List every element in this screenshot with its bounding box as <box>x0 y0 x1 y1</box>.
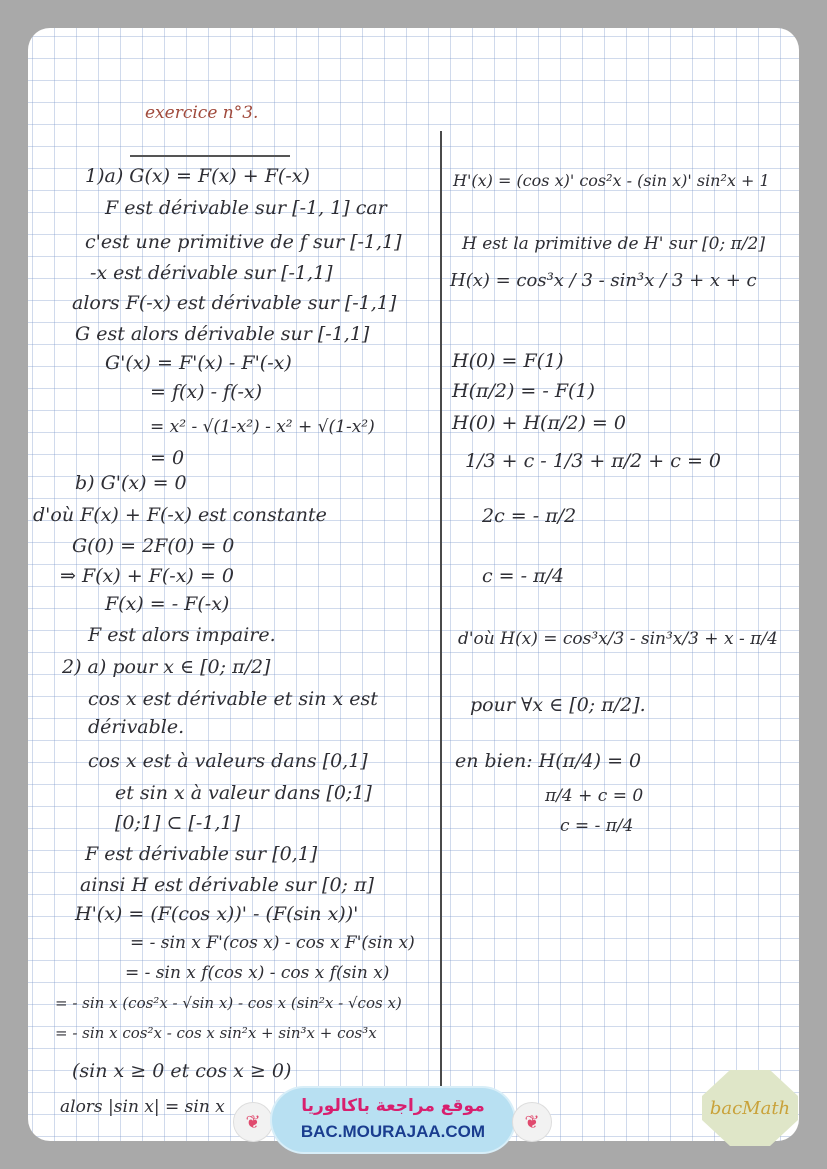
left-line: 2) a) pour x ∈ [0; π/2] <box>62 656 271 678</box>
right-line: 1/3 + c - 1/3 + π/2 + c = 0 <box>465 450 721 472</box>
left-line: F est alors impaire. <box>88 624 276 646</box>
left-line: = - sin x (cos²x - √sin x) - cos x (sin²x - √cos x) <box>55 994 402 1012</box>
left-line: G'(x) = F'(x) - F'(-x) <box>105 352 292 374</box>
left-line: G(0) = 2F(0) = 0 <box>72 535 235 557</box>
left-line: F(x) = - F(-x) <box>105 593 230 615</box>
left-line: cos x est à valeurs dans [0,1] <box>88 750 368 772</box>
left-line: cos x est dérivable et sin x est <box>88 688 378 710</box>
left-line: ainsi H est dérivable sur [0; π] <box>80 874 374 896</box>
logo-text: bacMath <box>709 1098 791 1119</box>
left-line: = 0 <box>150 447 185 469</box>
right-line: H(0) + H(π/2) = 0 <box>452 412 626 434</box>
column-divider <box>440 131 442 1141</box>
left-line: alors F(-x) est dérivable sur [-1,1] <box>72 292 397 314</box>
left-line: c'est une primitive de f sur [-1,1] <box>85 231 402 253</box>
left-line: et sin x à valeur dans [0;1] <box>115 782 372 804</box>
left-line: ⇒ F(x) + F(-x) = 0 <box>60 565 234 587</box>
left-line: 1)a) G(x) = F(x) + F(-x) <box>85 165 310 187</box>
exercise-title: exercice n°3. <box>145 103 259 123</box>
left-line: F est dérivable sur [-1, 1] car <box>105 197 387 219</box>
left-line: = - sin x F'(cos x) - cos x F'(sin x) <box>130 933 415 953</box>
right-line: c = - π/4 <box>560 816 634 836</box>
left-line: H'(x) = (F(cos x))' - (F(sin x))' <box>75 903 359 925</box>
left-line: dérivable. <box>88 716 185 738</box>
left-line: = - sin x cos²x - cos x sin²x + sin³x + cos³x <box>55 1024 377 1042</box>
left-line: = - sin x f(cos x) - cos x f(sin x) <box>125 963 390 983</box>
bacmath-logo <box>700 1068 800 1148</box>
right-line: H(0) = F(1) <box>452 350 564 372</box>
right-line: H(π/2) = - F(1) <box>452 380 595 402</box>
right-line: d'où H(x) = cos³x/3 - sin³x/3 + x - π/4 <box>458 629 778 649</box>
right-line: H'(x) = (cos x)' cos²x - (sin x)' sin²x + 1 <box>453 171 770 190</box>
watermark-url: BAC.MOURAJAA.COM <box>300 1122 486 1141</box>
right-line: en bien: H(π/4) = 0 <box>455 750 642 772</box>
left-line: [0;1] ⊂ [-1,1] <box>115 812 240 834</box>
right-line: 2c = - π/2 <box>482 505 577 527</box>
left-line: d'où F(x) + F(-x) est constante <box>33 504 327 526</box>
right-line: H est la primitive de H' sur [0; π/2] <box>462 234 765 254</box>
book-icon: ❦ <box>512 1102 552 1142</box>
right-line: π/4 + c = 0 <box>545 786 644 806</box>
left-line: = x² - √(1-x²) - x² + √(1-x²) <box>150 417 375 437</box>
right-line: c = - π/4 <box>482 565 565 587</box>
book-icon: ❦ <box>233 1102 273 1142</box>
left-line: alors |sin x| = sin x <box>60 1097 225 1117</box>
left-line: F est dérivable sur [0,1] <box>85 843 318 865</box>
left-line: = f(x) - f(-x) <box>150 381 263 403</box>
right-line: pour ∀x ∈ [0; π/2]. <box>470 694 646 716</box>
left-line: (sin x ≥ 0 et cos x ≥ 0) <box>72 1060 292 1082</box>
watermark-badge <box>272 1088 514 1152</box>
left-line: -x est dérivable sur [-1,1] <box>90 262 333 284</box>
left-line: G est alors dérivable sur [-1,1] <box>75 323 370 345</box>
watermark-arabic-text: موقع مراجعة باكالوريا <box>301 1096 485 1116</box>
right-line: H(x) = cos³x / 3 - sin³x / 3 + x + c <box>450 270 757 291</box>
title-underline <box>130 155 290 157</box>
left-line: b) G'(x) = 0 <box>75 472 187 494</box>
